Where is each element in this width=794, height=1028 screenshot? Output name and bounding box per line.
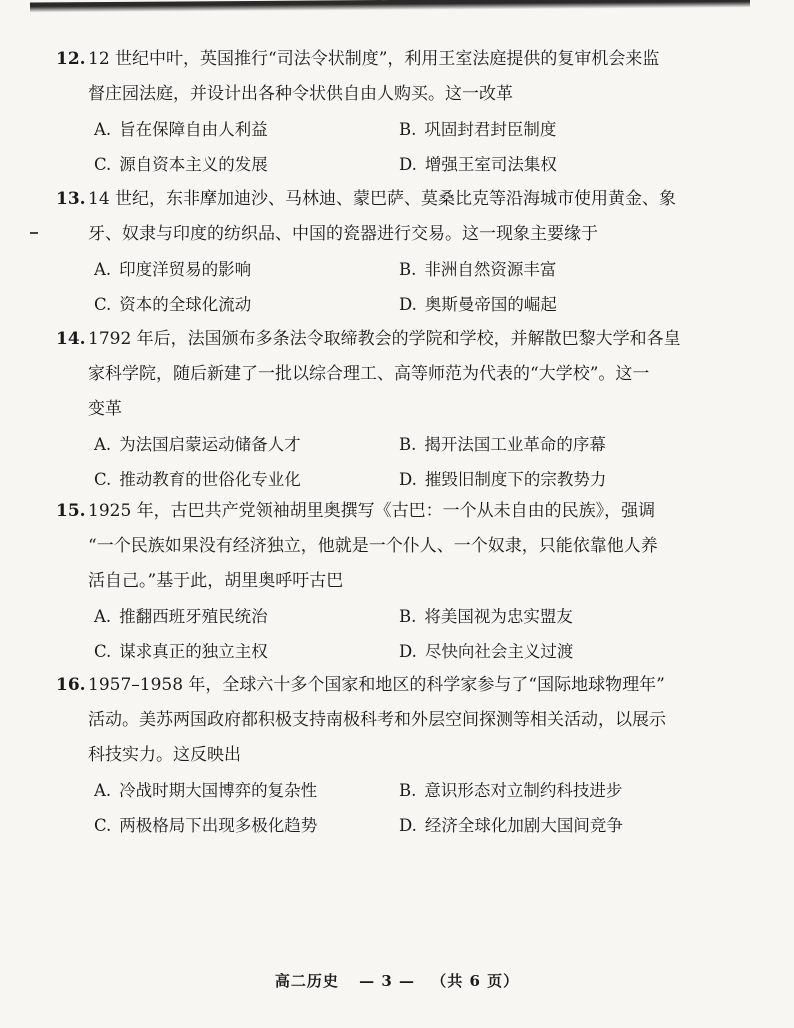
question-line: 牙、奴隶与印度的纺织品、中国的瓷器进行交易。这一现象主要缘于 — [88, 224, 598, 244]
question-number: 16. — [56, 675, 86, 695]
stray-mark — [30, 232, 38, 234]
options-row — [56, 634, 716, 669]
question-line: 科技实力。这反映出 — [88, 745, 241, 765]
question-line: 变革 — [88, 399, 122, 419]
question-number: 14. — [56, 329, 86, 349]
question-line: 督庄园法庭，并设计出各种令状供自由人购买。这一改革 — [88, 84, 513, 104]
options-row — [56, 462, 716, 497]
option-d[interactable]: D. 增强王室司法集权 — [399, 155, 557, 174]
page-footer — [0, 970, 794, 991]
question-number: 12. — [56, 49, 86, 69]
question-12 — [56, 42, 716, 182]
option-b[interactable]: B. 揭开法国工业革命的序幕 — [399, 435, 606, 454]
option-a[interactable]: A. 推翻西班牙殖民统治 — [94, 607, 268, 626]
options-row — [56, 808, 716, 843]
option-a[interactable]: A. 旨在保障自由人利益 — [94, 120, 268, 139]
option-b[interactable]: B. 将美国视为忠实盟友 — [399, 607, 573, 626]
option-c[interactable]: C. 推动教育的世俗化专业化 — [94, 470, 301, 489]
options-row — [56, 287, 716, 322]
footer-page-number: — 3 — — [359, 972, 415, 990]
options-row — [56, 252, 716, 287]
options-row — [56, 112, 716, 147]
options-row — [56, 427, 716, 462]
option-d[interactable]: D. 尽快向社会主义过渡 — [399, 642, 574, 661]
question-number: 15. — [56, 501, 86, 521]
scan-top-edge — [30, 0, 750, 13]
question-line: 14. 1792 年后，法国颁布多条法令取缔教会的学院和学校，并解散巴黎大学和各皇 — [56, 322, 716, 357]
option-b[interactable]: B. 非洲自然资源丰富 — [399, 260, 557, 279]
question-line: 活动。美苏两国政府都积极支持南极科考和外层空间探测等相关活动，以展示 — [88, 710, 666, 730]
option-b[interactable]: B. 巩固封君封臣制度 — [399, 120, 557, 139]
question-16 — [56, 668, 716, 843]
question-line: 16. 1957–1958 年，全球六十多个国家和地区的科学家参与了“国际地球物理年” — [56, 668, 716, 703]
option-a[interactable]: A. 印度洋贸易的影响 — [94, 260, 252, 279]
options-row — [56, 773, 716, 808]
option-c[interactable]: C. 资本的全球化流动 — [94, 295, 252, 314]
options-row — [56, 599, 716, 634]
question-15 — [56, 494, 716, 669]
question-13 — [56, 182, 716, 322]
footer-subject: 高二历史 — [274, 972, 339, 990]
question-line: 13. 14 世纪，东非摩加迪沙、马林迪、蒙巴萨、莫桑比克等沿海城市使用黄金、象 — [56, 182, 716, 217]
question-number: 13. — [56, 189, 86, 209]
question-line: 家科学院，随后新建了一批以综合理工、高等师范为代表的“大学校”。这一 — [88, 364, 650, 384]
option-d[interactable]: D. 经济全球化加剧大国间竞争 — [399, 816, 623, 835]
option-d[interactable]: D. 摧毁旧制度下的宗教势力 — [399, 470, 607, 489]
option-c[interactable]: C. 源自资本主义的发展 — [94, 155, 268, 174]
option-a[interactable]: A. 冷战时期大国博弈的复杂性 — [94, 781, 318, 800]
option-c[interactable]: C. 两极格局下出现多极化趋势 — [94, 816, 318, 835]
option-a[interactable]: A. 为法国启蒙运动储备人才 — [94, 435, 301, 454]
option-d[interactable]: D. 奥斯曼帝国的崛起 — [399, 295, 557, 314]
footer-total-pages: （共 6 页） — [431, 972, 520, 990]
question-line: 12. 12 世纪中叶，英国推行“司法令状制度”，利用王室法庭提供的复审机会来监 — [56, 42, 716, 77]
options-row — [56, 147, 716, 182]
question-14 — [56, 322, 716, 497]
option-c[interactable]: C. 谋求真正的独立主权 — [94, 642, 268, 661]
question-line: 15. 1925 年，古巴共产党领袖胡里奥撰写《古巴：一个从未自由的民族》，强调 — [56, 494, 716, 529]
option-b[interactable]: B. 意识形态对立制约科技进步 — [399, 781, 623, 800]
question-line: 活自己。”基于此，胡里奥呼吁古巴 — [88, 571, 344, 591]
question-line: “一个民族如果没有经济独立，他就是一个仆人、一个奴隶，只能依靠他人养 — [88, 536, 658, 556]
